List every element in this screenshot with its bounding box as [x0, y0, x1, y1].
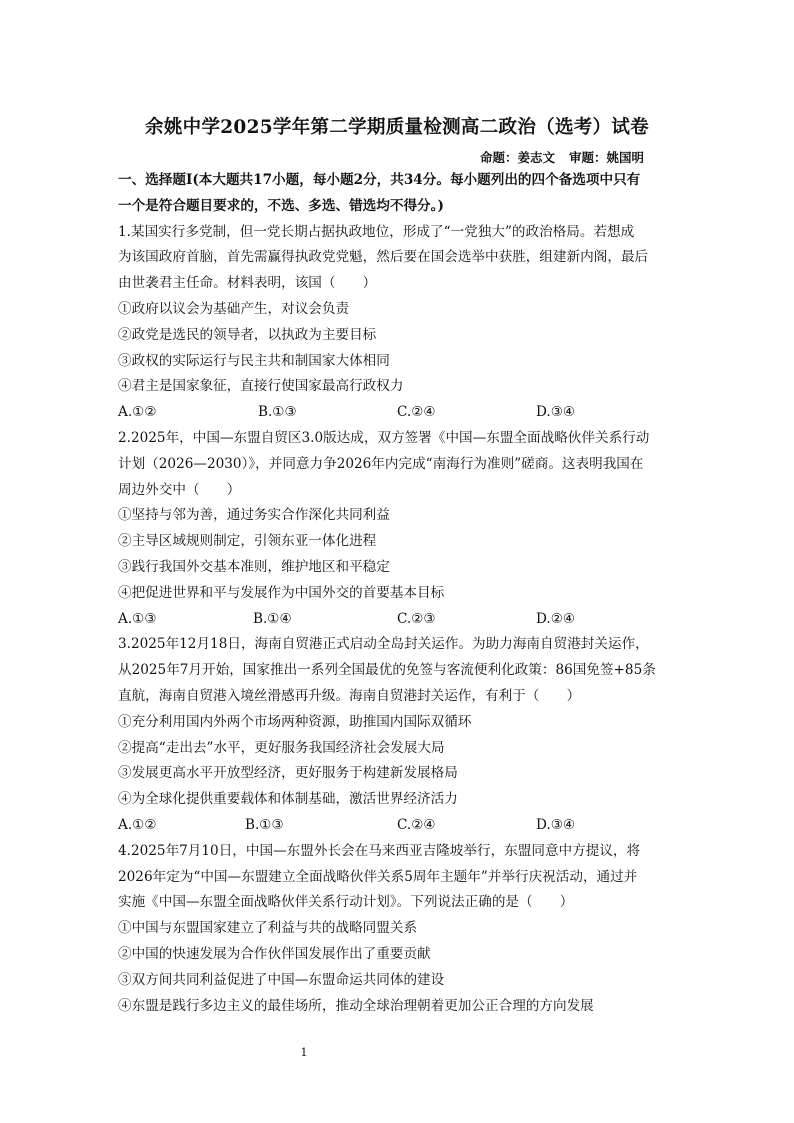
question-stem-line: 1.某国实行多党制，但一党长期占据执政地位，形成了“一党独大”的政治格局。若想成 [118, 223, 635, 240]
question-stem-line: 由世袭君主任命。材料表明，该国（ ） [118, 275, 377, 292]
statement-option: ④把促进世界和平与发展作为中国外交的首要基本目标 [118, 584, 445, 601]
choice-c: C.②③ [397, 610, 436, 627]
choice-b: B.①③ [258, 404, 297, 421]
statement-option: ①充分利用国内外两个市场两种资源，助推国内国际双循环 [118, 713, 472, 730]
choice-d: D.③④ [536, 404, 576, 421]
statement-option: ④为全球化提供重要载体和体制基础，激活世界经济活力 [118, 791, 458, 808]
choice-c: C.②④ [397, 404, 436, 421]
statement-option: ③发展更高水平开放型经济，更好服务于构建新发展格局 [118, 765, 458, 782]
statement-option: ①坚持与邻为善，通过务实合作深化共同利益 [118, 507, 390, 524]
statement-option: ①政府以议会为基础产生，对议会负责 [118, 300, 350, 317]
answer-choices [118, 813, 678, 839]
question-stem-line: 3.2025年12月18日，海南自贸港正式启动全岛封关运作。为助力海南自贸港封关运作， [118, 636, 649, 653]
choice-b: B.①④ [253, 610, 292, 627]
question-stem-line: 计划（2026—2030）》，并同意力争2026年内完成“南海行为准则”磋商。这表明我国在 [118, 455, 644, 472]
setter-credit: 命题：姜志文 [479, 150, 555, 165]
statement-option: ③双方间共同利益促进了中国—东盟命运共同体的建设 [118, 971, 445, 988]
statement-option: ②政党是选民的领导者，以执政为主要目标 [118, 326, 377, 343]
choice-d: D.③④ [536, 816, 576, 833]
answer-choices [118, 607, 678, 633]
question-3 [118, 632, 678, 838]
question-stem-line: 实施《中国—东盟全面战略伙伴关系行动计划》。下列说法正确的是（ ） [118, 894, 574, 911]
section-heading-line-2: 一个是符合题目要求的，不选、多选、错选均不得分。) [118, 197, 444, 214]
question-stem-line: 从2025年7月开始，国家推出一系列全国最优的免签与客流便利化政策：86国免签+85条 [118, 662, 656, 679]
choice-c: C.②④ [397, 816, 436, 833]
choice-a: A.①② [118, 404, 157, 421]
statement-option: ③政权的实际运行与民主共和制国家大体相同 [118, 352, 390, 369]
statement-option: ④君主是国家象征，直接行使国家最高行政权力 [118, 378, 404, 395]
choice-b: B.①③ [245, 816, 284, 833]
choice-a: A.①③ [118, 610, 157, 627]
choice-d: D.②④ [536, 610, 576, 627]
reviewer-credit: 审题：姚国明 [568, 150, 644, 165]
question-stem-line: 2026年定为“中国—东盟建立全面战略伙伴关系5周年主题年”并举行庆祝活动，通过并 [118, 868, 638, 885]
question-stem-line: 2.2025年，中国—东盟自贸区3.0版达成，双方签署《中国—东盟全面战略伙伴关系行动 [118, 429, 650, 446]
page-number: 1 [300, 1046, 308, 1059]
question-stem-line: 为该国政府首脑，首先需赢得执政党党魁，然后要在国会选举中获胜，组建新内阁，最后 [118, 249, 649, 266]
exam-body [118, 168, 678, 1019]
question-stem-line: 直航，海南自贸港入境丝滑感再升级。海南自贸港封关运作，有利于（ ） [118, 687, 581, 704]
section-heading-line-1: 一、选择题Ⅰ(本大题共17小题，每小题2分，共34分。每小题列出的四个备选项中只有 [118, 172, 641, 188]
statement-option: ②提高“走出去”水平，更好服务我国经济社会发展大局 [118, 739, 445, 756]
statement-option: ②主导区域规则制定，引领东亚一体化进程 [118, 533, 377, 550]
question-stem-line: 4.2025年7月10日，中国—东盟外长会在马来西亚吉隆坡举行，东盟同意中方提议，将 [118, 842, 641, 859]
answer-choices [118, 400, 678, 426]
question-4 [118, 839, 678, 1020]
question-2 [118, 426, 678, 632]
choice-a: A.①② [118, 816, 157, 833]
statement-option: ③践行我国外交基本准则，维护地区和平稳定 [118, 558, 390, 575]
question-stem-line: 周边外交中（ ） [118, 481, 241, 498]
statement-option: ④东盟是践行多边主义的最佳场所，推动全球治理朝着更加公正合理的方向发展 [118, 997, 594, 1014]
statement-option: ①中国与东盟国家建立了利益与共的战略同盟关系 [118, 920, 418, 937]
exam-title: 余姚中学2025学年第二学期质量检测高二政治（选考）试卷 [145, 117, 649, 138]
question-1 [118, 220, 678, 426]
author-credits [480, 148, 644, 166]
statement-option: ②中国的快速发展为合作伙伴国发展作出了重要贡献 [118, 945, 431, 962]
